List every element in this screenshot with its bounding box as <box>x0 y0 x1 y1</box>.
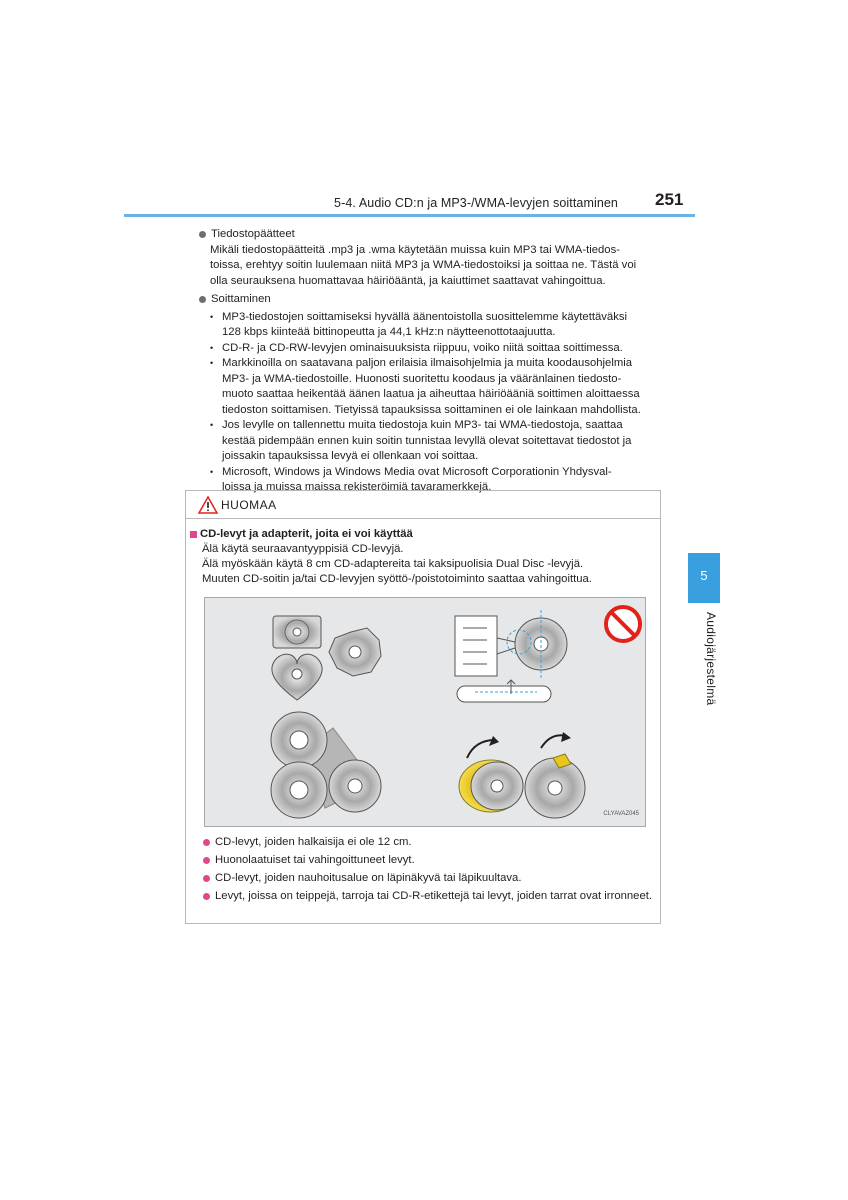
warning-triangle-icon <box>198 496 218 514</box>
notice-section-title-text: CD-levyt ja adapterit, joita ei voi käyttää <box>200 528 413 540</box>
bullet-icon <box>199 296 206 303</box>
text-line: • Markkinoilla on saatavana paljon erilaisia ilmaisohjelmia ja muita koodausohjelmia <box>222 357 633 369</box>
chapter-tab: 5 <box>688 553 720 603</box>
text-line: • MP3-tiedostojen soittamiseksi hyvällä äänentoistolla suosittelemme käytettäväksi <box>222 310 627 323</box>
notice-label: HUOMAA <box>221 497 277 512</box>
list-item <box>203 835 660 850</box>
list-item <box>208 418 661 465</box>
taped-disc-icon <box>525 732 585 818</box>
list-item-text: CD-levyt, joiden nauhoitusalue on läpinäkyvä tai läpikuultava. <box>215 872 522 884</box>
main-content <box>199 226 661 496</box>
heart-disc-icon <box>272 654 322 700</box>
list-item <box>208 310 661 341</box>
list-item-text: Levyt, joissa on teippejä, tarroja tai CD-R-etikettejä tai levyt, joiden tarrat ovat irronneet. <box>215 890 653 902</box>
text-line: kestää pidempään ennen kuin soitin tunnistaa levyllä olevat soitettavat tiedostot ja <box>222 434 632 447</box>
list-item-text: CD-levyt, joiden halkaisija ei ole 12 cm. <box>215 836 412 848</box>
adapter-disc-icon <box>271 712 381 818</box>
text-line: Älä käytä seuraavantyyppisiä CD-levyjä. <box>202 543 404 555</box>
list-item <box>203 889 660 904</box>
illustration-code: CLYAVAZ045 <box>603 811 639 817</box>
file-extensions-text <box>210 243 661 290</box>
text-line: • Jos levylle on tallennettu muita tiedostoja kuin MP3- tai WMA-tiedostoja, saattaa <box>222 419 623 431</box>
notice-box <box>185 490 661 924</box>
playback-title: Soittaminen <box>211 293 271 305</box>
list-item-text: Huonolaatuiset tai vahingoittuneet levyt. <box>215 854 415 866</box>
file-extensions-heading <box>199 227 661 243</box>
chapter-label: Audiojärjestelmä <box>704 612 718 706</box>
layered-disc-icon <box>455 610 567 680</box>
text-line: Mikäli tiedostopäätteitä .mp3 ja .wma käytetään muissa kuin MP3 tai WMA-tiedos- <box>210 243 620 256</box>
text-line: MP3- ja WMA-tiedostoille. Huonosti suoritettu koodaus ja vääränlainen tiedosto- <box>222 372 622 385</box>
file-extensions-title: Tiedostopäätteet <box>211 228 295 240</box>
page-number: 251 <box>655 190 684 209</box>
notice-body <box>186 519 660 904</box>
text-line: loissa ja muissa maissa rekisteröimiä tavaramerkkejä. <box>222 481 492 493</box>
playback-list <box>208 310 661 496</box>
bullet-icon <box>199 231 206 238</box>
list-item <box>208 356 661 418</box>
pink-bullet-icon <box>203 857 210 864</box>
notice-header <box>186 491 660 519</box>
text-line: toissa, erehtyy soitin luulemaan niitä MP3 ja WMA-tiedostoiksi ja soittaa ne. Tästä voi <box>210 259 637 271</box>
header-rule <box>124 214 695 217</box>
pink-bullet-icon <box>203 875 210 882</box>
unusable-disc-list <box>203 835 660 904</box>
pink-bullet-icon <box>203 893 210 900</box>
label-disc-icon <box>459 736 523 812</box>
playback-heading <box>199 292 661 308</box>
polygon-disc-icon <box>329 628 381 676</box>
square-bullet-icon <box>190 531 197 538</box>
text-line: olla seurauksena huomattavaa häiriöääntä, ja kaiuttimet saattavat vahingoittua. <box>210 274 606 287</box>
notice-text <box>202 542 660 587</box>
disc-profile-icon <box>457 680 551 702</box>
pink-bullet-icon <box>203 839 210 846</box>
text-line: muoto saattaa heikentää äänen laatua ja aiheuttaa häiriöääniä soittimen aloittaessa <box>222 388 640 400</box>
text-line: 128 kbps kiinteää bittinopeutta ja 44,1 kHz:n näytteenottotaajuutta. <box>222 326 556 338</box>
disc-illustration <box>204 597 646 827</box>
notice-section-title <box>190 527 660 542</box>
list-item <box>208 341 661 357</box>
section-header-title: 5-4. Audio CD:n ja MP3-/WMA-levyjen soittaminen <box>334 196 618 210</box>
prohibition-icon <box>606 607 640 641</box>
text-line: Älä myöskään käytä 8 cm CD-adaptereita tai kaksipuolisia Dual Disc -levyjä. <box>202 558 584 570</box>
text-line: joissakin tapauksissa levyä ei ollenkaan voi soittaa. <box>222 450 479 462</box>
list-item <box>203 871 660 886</box>
list-item <box>203 853 660 868</box>
text-line: Muuten CD-soitin ja/tai CD-levyjen syöttö-/poistotoiminto saattaa vahingoittua. <box>202 573 592 585</box>
text-line: • CD-R- ja CD-RW-levyjen ominaisuuksista riippuu, voiko niitä soittaa soittimessa. <box>222 341 623 354</box>
disc-types-drawing <box>205 598 645 826</box>
square-disc-icon <box>273 616 321 648</box>
text-line: tiedoston soittamisen. Tietyissä tapauksissa soittaminen ei ole lainkaan mahdollista. <box>222 403 641 416</box>
text-line: • Microsoft, Windows ja Windows Media ovat Microsoft Corporationin Yhdysval- <box>222 465 612 478</box>
